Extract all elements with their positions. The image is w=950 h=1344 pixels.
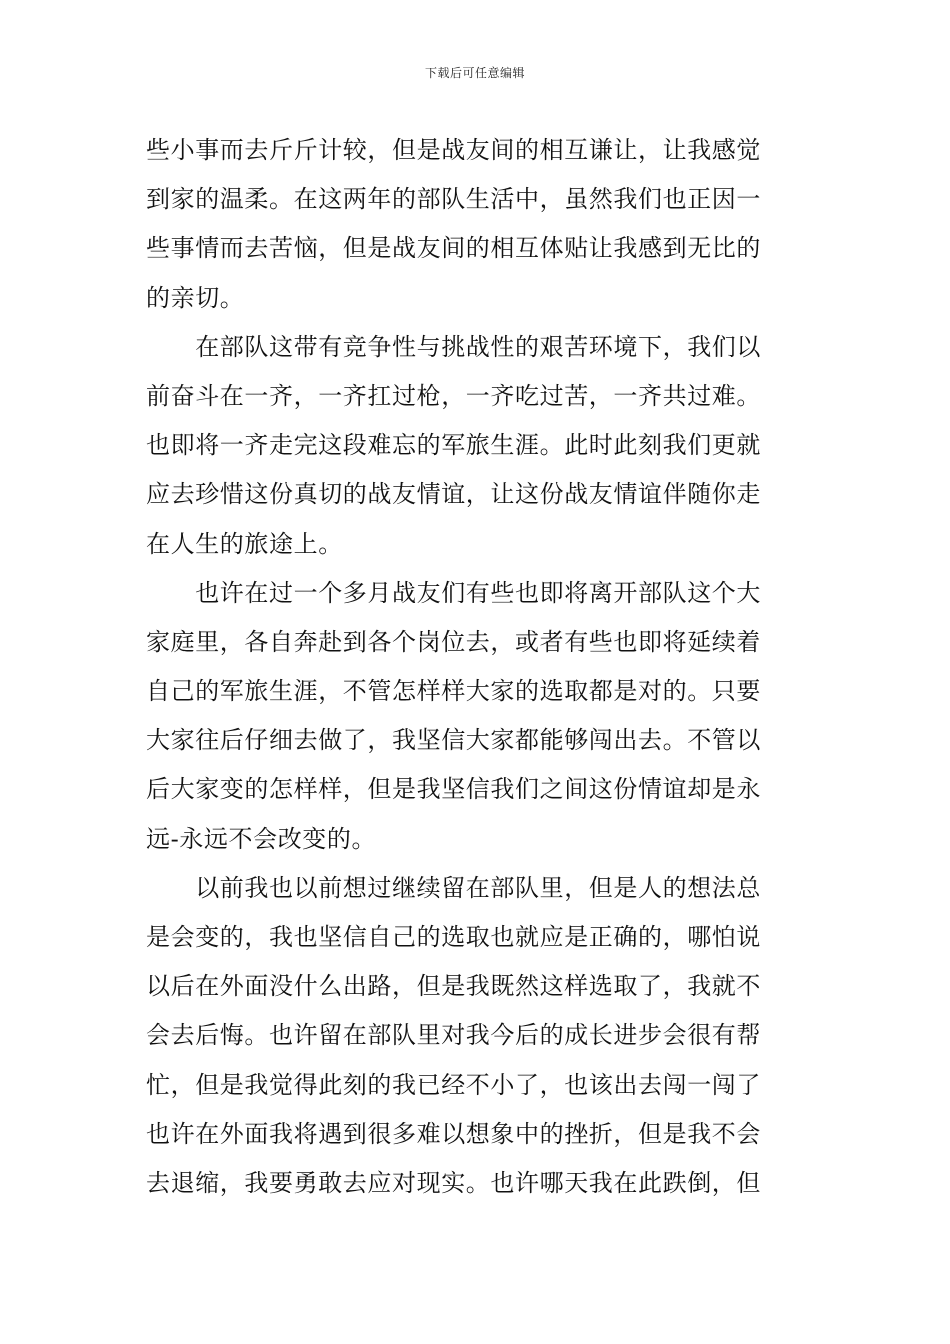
text-line: 些事情而去苦恼，但是战友间的相互体贴让我感到无比的	[146, 234, 761, 263]
text-line: 远-永远不会改变的。	[146, 824, 377, 853]
text-line: 也即将一齐走完这段难忘的军旅生涯。此时此刻我们更就	[146, 431, 761, 460]
text-line: 家庭里，各自奔赴到各个岗位去，或者有些也即将延续着	[146, 627, 761, 656]
text-line: 也许在外面我将遇到很多难以想象中的挫折，但是我不会	[146, 1119, 761, 1148]
text-line: 在人生的旅途上。	[146, 529, 343, 558]
text-line: 自己的军旅生涯，不管怎样样大家的选取都是对的。只要	[146, 677, 761, 706]
text-line: 忙，但是我觉得此刻的我已经不小了，也该出去闯一闯了	[146, 1070, 761, 1099]
text-line: 去退缩，我要勇敢去应对现实。也许哪天我在此跌倒，但	[146, 1168, 761, 1197]
text-line: 也许在过一个多月战友们有些也即将离开部队这个大	[146, 578, 761, 607]
text-line: 些小事而去斤斤计较，但是战友间的相互谦让，让我感觉	[146, 136, 761, 164]
text-line: 应去珍惜这份真切的战友情谊，让这份战友情谊伴随你走	[146, 480, 761, 509]
text-line: 在部队这带有竞争性与挑战性的艰苦环境下，我们以	[146, 332, 761, 361]
text-line: 前奋斗在一齐，一齐扛过枪，一齐吃过苦，一齐共过难。	[146, 381, 761, 410]
body-text	[146, 126, 810, 1208]
page-header: 下载后可任意编辑	[424, 66, 525, 80]
text-line: 以后在外面没什么出路，但是我既然这样选取了，我就不	[146, 972, 761, 1001]
text-line: 的亲切。	[146, 283, 245, 312]
text-line: 到家的温柔。在这两年的部队生活中，虽然我们也正因一	[146, 185, 761, 214]
text-line: 后大家变的怎样样，但是我坚信我们之间这份情谊却是永	[146, 775, 761, 804]
text-line: 是会变的，我也坚信自己的选取也就应是正确的，哪怕说	[146, 923, 761, 951]
text-line: 大家往后仔细去做了，我坚信大家都能够闯出去。不管以	[146, 726, 761, 755]
text-line: 会去后悔。也许留在部队里对我今后的成长进步会很有帮	[146, 1021, 761, 1050]
text-line: 以前我也以前想过继续留在部队里，但是人的想法总	[146, 873, 761, 902]
